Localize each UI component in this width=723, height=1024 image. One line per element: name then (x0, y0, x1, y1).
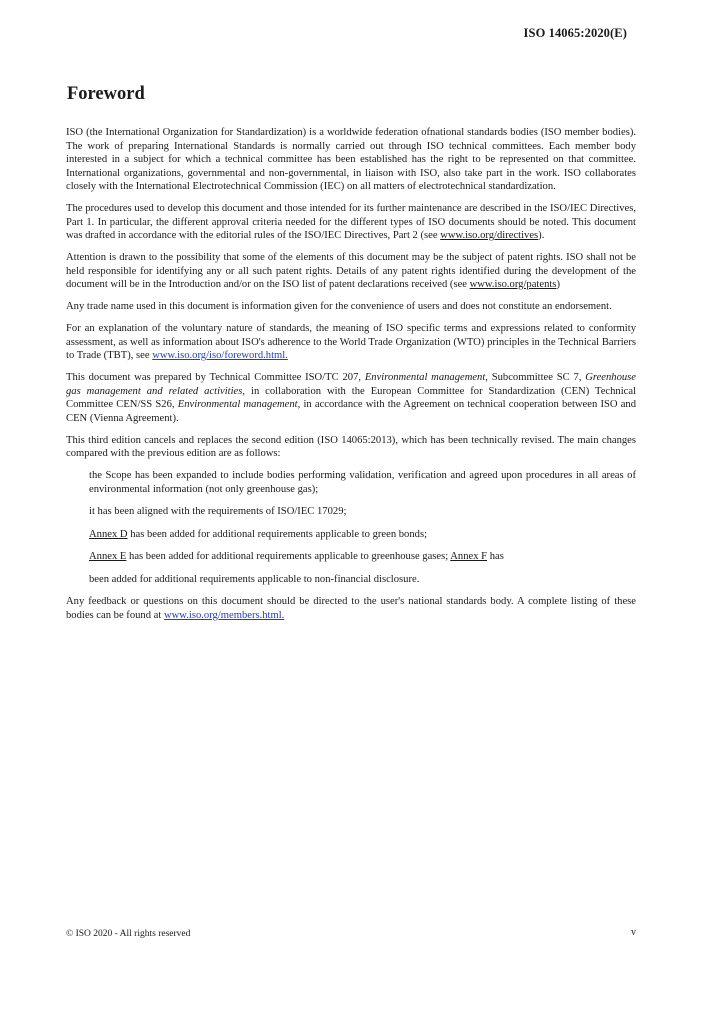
paragraph-trade-name: Any trade name used in this document is information given for the convenience of users and does not constitute an endorsement. (66, 301, 612, 312)
committee-text-g: in accordance with the Agreement on technical cooperation between ISO and CEN (Vienna Agreement). (66, 399, 637, 424)
paragraph-feedback (66, 595, 636, 622)
paragraph-voluntary-nature (66, 322, 636, 363)
paragraph-feedback-text: Any feedback or questions on this document should be directed to the user's national standards body. A complete listing of these bodies can be found at (66, 596, 636, 621)
document-id: ISO 14065:2020(E) (523, 26, 627, 40)
paragraph-patents-text: Attention is drawn to the possibility that some of the elements of this document may be the subject of patent rights. ISO shall not be held responsible for identifying any or all such patent rights. Details of any patent rights identified during the development of the document will be in the Introduction and/or on the ISO list of patent declarations received (see (66, 252, 636, 290)
committee-text-e: in collaboration with the European Committee for Standardization (CEN) Technical Committee CEN/SS S26, (66, 385, 637, 410)
cen-committee-name-italic: Environmental management, (177, 399, 301, 410)
paragraph-procedures-end: ). (538, 230, 545, 241)
list-item: the Scope has been expanded to include bodies performing validation, verification and agreed upon procedures in all areas of environmental information (not only greenhouse gas); (89, 470, 636, 495)
list-item-text: has been added for additional requirements applicable to green bonds; (127, 528, 428, 540)
annex-e-link[interactable]: Annex E (89, 551, 127, 562)
list-item: been added for additional requirements applicable to non-financial disclosure. (89, 573, 420, 585)
changes-list (66, 469, 636, 586)
committee-text-c: Subcommittee SC 7, (487, 372, 586, 383)
list-item (89, 550, 636, 564)
paragraph-edition: This third edition cancels and replaces the second edition (ISO 14065:2013), which has been technically revised. The main changes compared with the previous edition are as follows: (66, 434, 636, 459)
committee-name-italic: Environmental management, (364, 372, 488, 383)
committee-text-a: This document was prepared by Technical Committee ISO/TC 207, (66, 372, 365, 383)
paragraph-committee (66, 371, 636, 425)
members-link[interactable]: www.iso.org/members.html. (163, 609, 285, 621)
subcommittee-name-italic: Greenhouse gas management and related activities, (66, 372, 636, 397)
paragraph-patents (66, 251, 636, 292)
page-title: Foreword (67, 84, 145, 104)
list-item (89, 528, 636, 542)
annex-f-link[interactable]: Annex F (450, 551, 488, 562)
directives-link[interactable]: www.iso.org/directives (440, 230, 539, 241)
paragraph-procedures-text: The procedures used to develop this document and those intended for its further maintenance are described in the ISO/IEC Directives, Part 1. In particular, the different approval criteria needed for the different types of ISO documents should be noted. This document was drafted in accordance with the editorial rules of the ISO/IEC Directives, Part 2 (see (66, 203, 636, 241)
list-item: it has been aligned with the requirements of ISO/IEC 17029; (89, 506, 347, 517)
annex-d-link[interactable]: Annex D (89, 528, 128, 540)
page-number: v (631, 927, 636, 938)
patents-link[interactable]: www.iso.org/patents (469, 279, 557, 290)
paragraph-voluntary-text: For an explanation of the voluntary nature of standards, the meaning of ISO specific terms and expressions related to conformity assessment, as well as information about ISO's adherence to the World Trade Organization (WTO) principles in the Technical Barriers to Trade (TBT), see (66, 323, 636, 361)
foreword-body (66, 126, 636, 631)
copyright-notice: © ISO 2020 - All rights reserved (66, 929, 191, 939)
list-item-text: has been added for additional requirements applicable to greenhouse gases; (126, 551, 451, 562)
list-item-text-end: has (487, 551, 504, 562)
paragraph-procedures (66, 202, 636, 243)
foreword-info-link[interactable]: www.iso.org/iso/foreword.html. (152, 350, 288, 361)
paragraph-patents-end: ) (556, 279, 560, 290)
paragraph-iso-intro: ISO (the International Organization for Standardization) is a worldwide federation ofnational standards bodies (ISO member bodies). The work of preparing International Standards is normally carried out through ISO technical committees. Each member body interested in a subject for which a technical committee has been established has the right to be represented on that committee. International organizations, governmental and non-governmental, in liaison with ISO, also take part in the work. ISO collaborates closely with the International Electrotechnical Commission (IEC) on all matters of electrotechnical standardization. (66, 127, 636, 192)
